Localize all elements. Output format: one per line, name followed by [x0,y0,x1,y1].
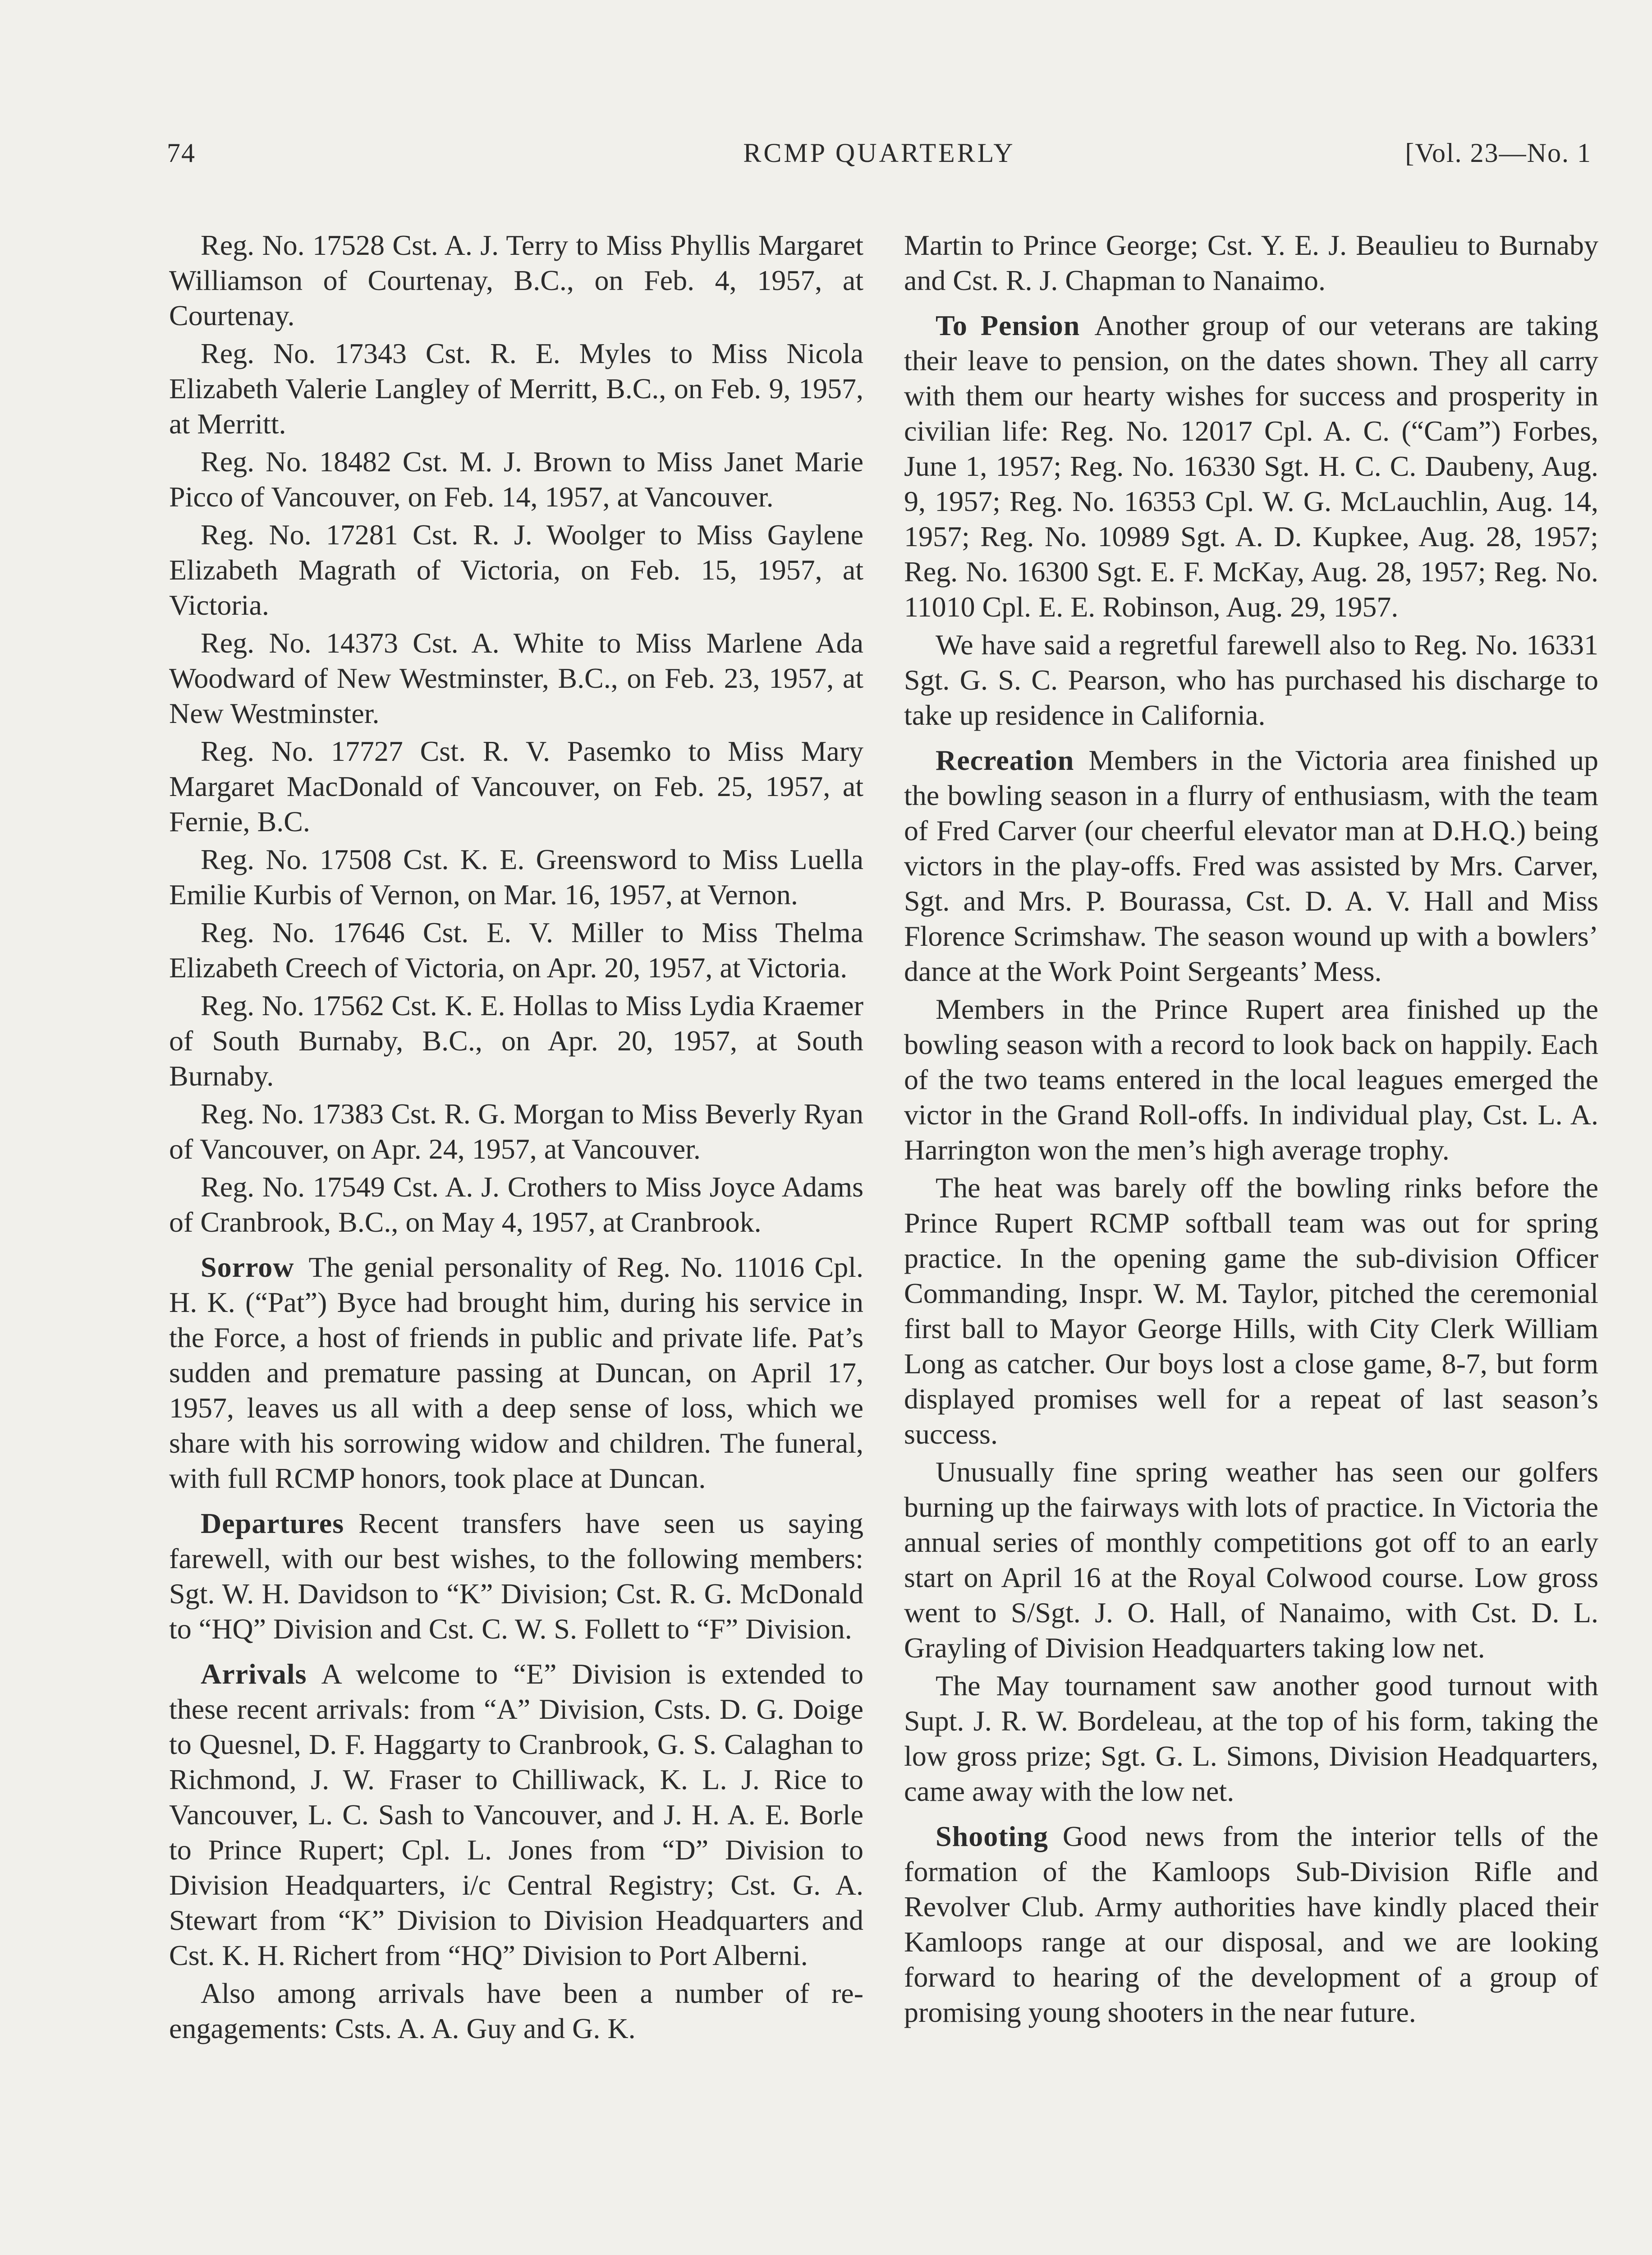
left-column [169,228,863,2049]
paragraph-text: Members in the Prince Rupert area finished up the bowling season with a record to look back on happily. Each of the two teams entered in the local leagues emerged the victor in the Grand Roll-offs. In individual play, Cst. L. A. Harrington won the men’s high average trophy. [904,993,1598,1166]
paragraph [169,915,863,985]
page-number: 74 [167,138,196,168]
paragraph-text: The May tournament saw another good turnout with Supt. J. R. W. Bordeleau, at the top of his form, taking the low gross prize; Sgt. G. L. Simons, Division Headquarters, came away with the low net. [904,1670,1598,1807]
paragraph-text: Also among arrivals have been a number of re-engagements: Csts. A. A. Guy and G. K. [169,1977,863,2044]
paragraph-text: Reg. No. 17281 Cst. R. J. Woolger to Miss Gaylene Elizabeth Magrath of Victoria, on Feb. 15, 1957, at Victoria. [169,519,863,621]
paragraph-text: Another group of our veterans are taking their leave to pension, on the dates shown. They all carry with them our hearty wishes for success and prosperity in civilian life: Reg. No. 12017 Cpl. A. C. (“Cam”) Forbes, June 1, 1957; Reg. No. 16330 Sgt. H. C. C. Daubeny, Aug. 9, 1957; Reg. No. 16353 Cpl. W. G. McLauchlin, Aug. 14, 1957; Reg. No. 10989 Sgt. A. D. Kupkee, Aug. 28, 1957; Reg. No. 16300 Sgt. E. F. McKay, Aug. 28, 1957; Reg. No. 11010 Cpl. E. E. Robinson, Aug. 29, 1957. [904,309,1599,623]
section-heading: Sorrow [201,1251,294,1283]
paragraph [169,1506,863,1647]
volume-issue: [Vol. 23—No. 1 [1405,138,1592,168]
paragraph [169,228,863,333]
paragraph-text: Reg. No. 17343 Cst. R. E. Myles to Miss Nicola Elizabeth Valerie Langley of Merritt, B.C., on Feb. 9, 1957, at Merritt. [169,337,863,440]
paragraph [169,988,863,1094]
paragraph [169,336,863,442]
section-heading: Recreation [936,744,1074,776]
paragraph-text: Reg. No. 17646 Cst. E. V. Miller to Miss Thelma Elizabeth Creech of Victoria, on Apr. 20, 1957, at Victoria. [169,916,863,984]
paragraph [169,1976,863,2046]
paragraph [169,1250,863,1496]
paragraph [904,743,1598,989]
paragraph [169,842,863,912]
paragraph-text: We have said a regretful farewell also to Reg. No. 16331 Sgt. G. S. C. Pearson, who has purchased his discharge to take up residence in California. [904,629,1598,731]
paragraph [169,517,863,623]
paragraph-text: Reg. No. 17508 Cst. K. E. Greensword to Miss Luella Emilie Kurbis of Vernon, on Mar. 16, 1957, at Vernon. [169,843,863,911]
paragraph [904,308,1598,625]
paragraph [169,1096,863,1167]
paragraph [904,1668,1598,1809]
section-heading: Shooting [936,1820,1048,1852]
section-heading: To Pension [936,309,1080,341]
paragraph-text: The genial personality of Reg. No. 11016 Cpl. H. K. (“Pat”) Byce had brought him, during his service in the Force, a host of friends in public and private life. Pat’s sudden and premature passing at Duncan, on April 17, 1957, leaves us all with a deep sense of loss, which we share with his sorrowing widow and children. The funeral, with full RCMP honors, took place at Duncan. [169,1251,863,1494]
paragraph [904,1170,1598,1452]
paragraph [904,992,1598,1168]
paragraph-text: Reg. No. 17383 Cst. R. G. Morgan to Miss Beverly Ryan of Vancouver, on Apr. 24, 1957, at Vancouver. [169,1098,863,1165]
paragraph [904,228,1598,298]
paragraph [169,626,863,731]
paragraph [169,444,863,515]
journal-title: RCMP QUARTERLY [743,138,1015,168]
section-heading: Departures [201,1507,344,1539]
paragraph-text: Recent transfers have seen us saying farewell, with our best wishes, to the following members: Sgt. W. H. Davidson to “K” Division; Cst. R. G. McDonald to “HQ” Division and Cst. C. W. S. Follett to “F” Division. [169,1507,863,1645]
right-column [904,228,1598,2033]
paragraph [169,734,863,839]
paragraph-text: Reg. No. 17528 Cst. A. J. Terry to Miss Phyllis Margaret Williamson of Courtenay, B.C., on Feb. 4, 1957, at Courtenay. [169,229,863,331]
paragraph-text: Members in the Victoria area finished up the bowling season in a flurry of enthusiasm, with the team of Fred Carver (our cheerful elevator man at D.H.Q.) being victors in the play-offs. Fred was assisted by Mrs. Carver, Sgt. and Mrs. P. Bourassa, Cst. D. A. V. Hall and Miss Florence Scrimshaw. The season wound up with a bowlers’ dance at the Work Point Sergeants’ Mess. [904,744,1598,987]
paragraph [904,627,1598,733]
paragraph-text: Martin to Prince George; Cst. Y. E. J. Beaulieu to Burnaby and Cst. R. J. Chapman to Nanaimo. [904,229,1598,296]
paragraph-text: Unusually fine spring weather has seen our golfers burning up the fairways with lots of practice. In Victoria the annual series of monthly competitions got off to an early start on April 16 at the Royal Colwood course. Low gross went to S/Sgt. J. O. Hall, of Nanaimo, with Cst. D. L. Grayling of Division Headquarters taking low net. [904,1456,1598,1664]
paragraph-text: Good news from the interior tells of the formation of the Kamloops Sub-Division Rifle and Revolver Club. Army authorities have kindly placed their Kamloops range at our disposal, and we are looking forward to hearing of the development of a group of promising young shooters in the near future. [904,1820,1598,2028]
paragraph-text: Reg. No. 14373 Cst. A. White to Miss Marlene Ada Woodward of New Westminster, B.C., on Feb. 23, 1957, at New Westminster. [169,627,863,729]
paragraph [904,1454,1598,1666]
paragraph [169,1657,863,1973]
paragraph-text: A welcome to “E” Division is extended to these recent arrivals: from “A” Division, Csts. D. G. Doige to Quesnel, D. F. Haggarty to Cranbrook, G. S. Calaghan to Richmond, J. W. Fraser to Chilliwack, K. L. J. Rice to Vancouver, L. C. Sash to Vancouver, and J. H. A. E. Borle to Prince Rupert; Cpl. L. Jones from “D” Division to Division Headquarters, i/c Central Registry; Cst. G. A. Stewart from “K” Division to Division Headquarters and Cst. K. H. Richert from “HQ” Division to Port Alberni. [169,1658,863,1971]
paragraph-text: The heat was barely off the bowling rinks before the Prince Rupert RCMP softball team was out for spring practice. In the opening game the sub-division Officer Commanding, Inspr. W. M. Taylor, pitched the ceremonial first ball to Mayor George Hills, with City Clerk William Long as catcher. Our boys lost a close game, 8-7, but form displayed promises well for a repeat of last season’s success. [904,1172,1598,1450]
paragraph-text: Reg. No. 18482 Cst. M. J. Brown to Miss Janet Marie Picco of Vancouver, on Feb. 14, 1957, at Vancouver. [169,446,863,513]
paragraph-text: Reg. No. 17549 Cst. A. J. Crothers to Miss Joyce Adams of Cranbrook, B.C., on May 4, 1957, at Cranbrook. [169,1171,863,1238]
paragraph [169,1169,863,1240]
paragraph [904,1819,1598,2030]
paragraph-text: Reg. No. 17562 Cst. K. E. Hollas to Miss Lydia Kraemer of South Burnaby, B.C., on Apr. 20, 1957, at South Burnaby. [169,989,863,1092]
paragraph-text: Reg. No. 17727 Cst. R. V. Pasemko to Miss Mary Margaret MacDonald of Vancouver, on Feb. 25, 1957, at Fernie, B.C. [169,735,863,838]
running-header [167,138,1592,178]
section-heading: Arrivals [201,1658,307,1690]
